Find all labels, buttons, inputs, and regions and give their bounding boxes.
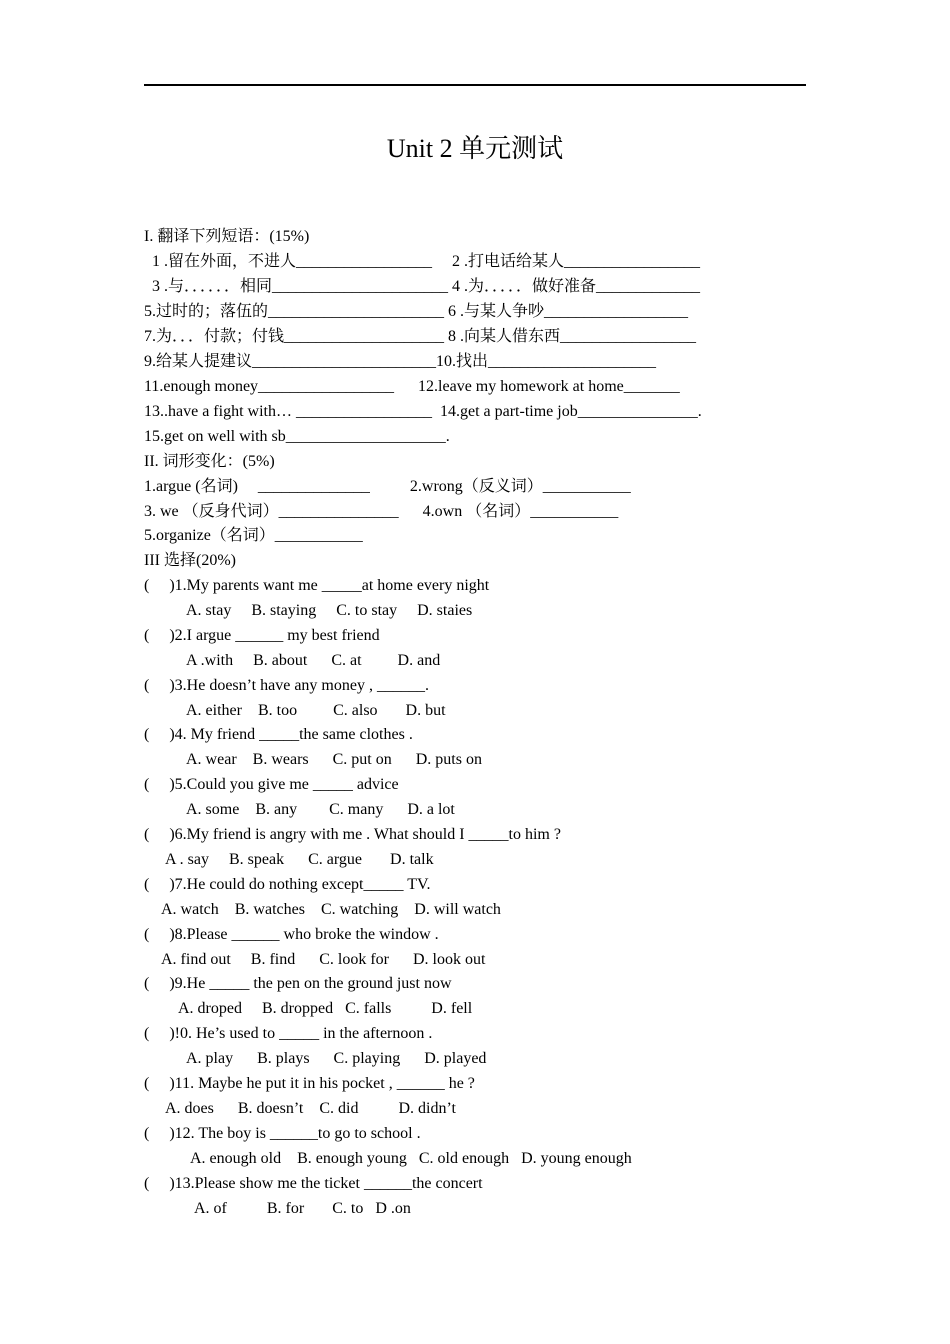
answer-options: A .with B. about C. at D. and bbox=[186, 652, 441, 669]
question-stem: ( )11. Maybe he put it in his pocket , ______ he ? bbox=[144, 1075, 475, 1092]
page-title: Unit 2 单元测试 bbox=[386, 134, 564, 163]
answer-options: A. either B. too C. also D. but bbox=[186, 702, 446, 719]
translate-line-8: 15.get on well with sb____________________. bbox=[144, 428, 450, 445]
translate-line-6: 11.enough money_________________ 12.leave my homework at home_______ bbox=[144, 378, 680, 395]
question-stem: ( )3.He doesn’t have any money , ______. bbox=[144, 677, 429, 694]
answer-options: A. enough old B. enough young C. old enough D. young enough bbox=[190, 1150, 632, 1167]
answer-options: A. does B. doesn’t C. did D. didn’t bbox=[165, 1100, 456, 1117]
translate-line-3: 5.过时的；落伍的______________________ 6 .与某人争吵__________________ bbox=[144, 303, 689, 320]
word-form-line-1: 1.argue (名词) ______________ 2.wrong（反义词）___________ bbox=[144, 478, 631, 495]
answer-options: A. find out B. find C. look for D. look out bbox=[161, 951, 486, 968]
question-stem: ( )2.I argue ______ my best friend bbox=[144, 627, 380, 644]
question-stem: ( )8.Please ______ who broke the window . bbox=[144, 926, 439, 943]
word-form-line-3: 5.organize（名词）___________ bbox=[144, 527, 363, 544]
answer-options: A. some B. any C. many D. a lot bbox=[186, 801, 455, 818]
word-form-line-2: 3. we （反身代词）_______________ 4.own （名词）___________ bbox=[144, 503, 619, 520]
answer-options: A. of B. for C. to D .on bbox=[194, 1200, 411, 1217]
question-stem: ( )12. The boy is ______to go to school . bbox=[144, 1125, 421, 1142]
answer-options: A. wear B. wears C. put on D. puts on bbox=[186, 751, 482, 768]
section-2-heading: II. 词形变化：(5%) bbox=[144, 453, 275, 470]
translate-line-7: 13..have a fight with… _________________ 14.get a part-time job_______________. bbox=[144, 403, 702, 420]
question-stem: ( )1.My parents want me _____at home every night bbox=[144, 577, 490, 594]
answer-options: A. droped B. dropped C. falls D. fell bbox=[178, 1000, 473, 1017]
answer-options: A. play B. plays C. playing D. played bbox=[186, 1050, 487, 1067]
question-stem: ( )!0. He’s used to _____ in the afternoon . bbox=[144, 1025, 433, 1042]
answer-options: A . say B. speak C. argue D. talk bbox=[165, 851, 434, 868]
translate-line-1: 1 .留在外面，不进人_________________ 2 .打电话给某人_________________ bbox=[144, 253, 701, 270]
question-stem: ( )13.Please show me the ticket ______the concert bbox=[144, 1175, 483, 1192]
question-stem: ( )5.Could you give me _____ advice bbox=[144, 776, 399, 793]
question-stem: ( )7.He could do nothing except_____ TV. bbox=[144, 876, 431, 893]
answer-options: A. watch B. watches C. watching D. will watch bbox=[161, 901, 501, 918]
answer-options: A. stay B. staying C. to stay D. staies bbox=[186, 602, 473, 619]
question-stem: ( )4. My friend _____the same clothes . bbox=[144, 726, 413, 743]
header-rule bbox=[144, 84, 806, 86]
question-stem: ( )9.He _____ the pen on the ground just now bbox=[144, 975, 452, 992]
translate-line-4: 7.为．．．付款；付钱____________________ 8 .向某人借东西_________________ bbox=[144, 328, 697, 345]
translate-line-2: 3 .与．．．．．．相同______________________ 4 .为．．．．．做好准备_____________ bbox=[144, 278, 701, 295]
question-stem: ( )6.My friend is angry with me . What should I _____to him ? bbox=[144, 826, 561, 843]
section-1-heading: I. 翻译下列短语：(15%) bbox=[144, 228, 310, 245]
section-3-heading: III 选择(20%) bbox=[144, 552, 236, 569]
translate-line-5: 9.给某人提建议_______________________10.找出_____________________ bbox=[144, 353, 657, 370]
